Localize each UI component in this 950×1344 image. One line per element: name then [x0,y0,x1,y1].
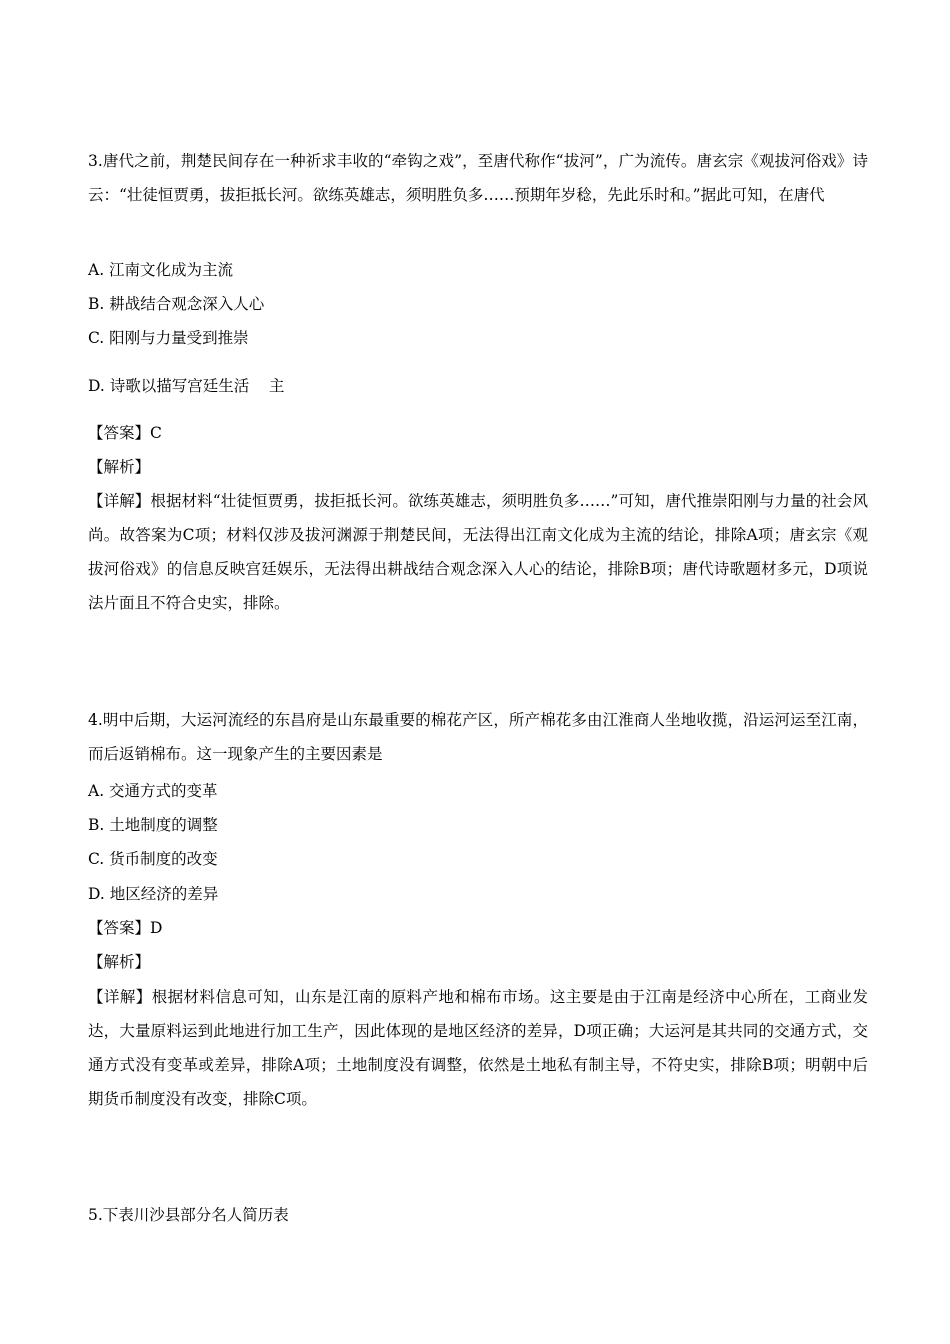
question-4-option-a: A. 交通方式的变革 [88,782,218,800]
question-3-option-a: A. 江南文化成为主流 [88,261,234,279]
question-4-answer: 【答案】D [88,919,163,937]
question-3-detail: 【详解】根据材料“壮徒恒贾勇，拔拒抵长河。欲练英雄志，须明胜负多……”可知，唐代推崇阳刚与力量的社会风尚。故答案为C项；材料仅涉及拔河渊源于荆楚民间，无法得出江南文化成为主流的结论，排除A项；唐玄宗《观拔河俗戏》的信息反映宫廷娱乐，无法得出耕战结合观念深入人心的结论，排除B项；唐代诗歌题材多元，D项说法片面且不符合史实，排除。 [88,492,868,612]
question-4-detail: 【详解】根据材料信息可知，山东是江南的原料产地和棉布市场。这主要是由于江南是经济中心所在，工商业发达，大量原料运到此地进行加工生产，因此体现的是地区经济的差异，D项正确；大运河是其共同的交通方式，交通方式没有变革或差异，排除A项；土地制度没有调整，依然是土地私有制主导，不符史实，排除B项；明朝中后期货币制度没有改变，排除C项。 [88,988,868,1108]
question-3-analysis-label: 【解析】 [88,458,151,476]
question-3-option-d: D. 诗歌以描写宫廷生活 主 [88,377,285,395]
question-4-stem: 4.明中后期，大运河流经的东昌府是山东最重要的棉花产区，所产棉花多由江淮商人坐地收揽，沿运河运至江南，而后返销棉布。这一现象产生的主要因素是 [88,711,868,763]
question-4-option-b: B. 土地制度的调整 [88,816,218,834]
question-3-stem: 3.唐代之前，荆楚民间存在一种祈求丰收的“牵钩之戏”，至唐代称作“拔河”，广为流传。唐玄宗《观拔河俗戏》诗云：“壮徒恒贾勇，拔拒抵长河。欲练英雄志，须明胜负多……预期年岁稔，先此乐时和。”据此可知，在唐代 [88,152,868,204]
question-3-option-b: B. 耕战结合观念深入人心 [88,295,265,313]
question-5-stem: 5.下表川沙县部分名人简历表 [88,1206,289,1224]
question-4-option-d: D. 地区经济的差异 [88,885,219,903]
question-4-analysis-label: 【解析】 [88,953,151,971]
question-3-option-c: C. 阳刚与力量受到推崇 [88,329,249,347]
question-4-option-c: C. 货币制度的改变 [88,850,218,868]
question-3-answer: 【答案】C [88,424,162,442]
